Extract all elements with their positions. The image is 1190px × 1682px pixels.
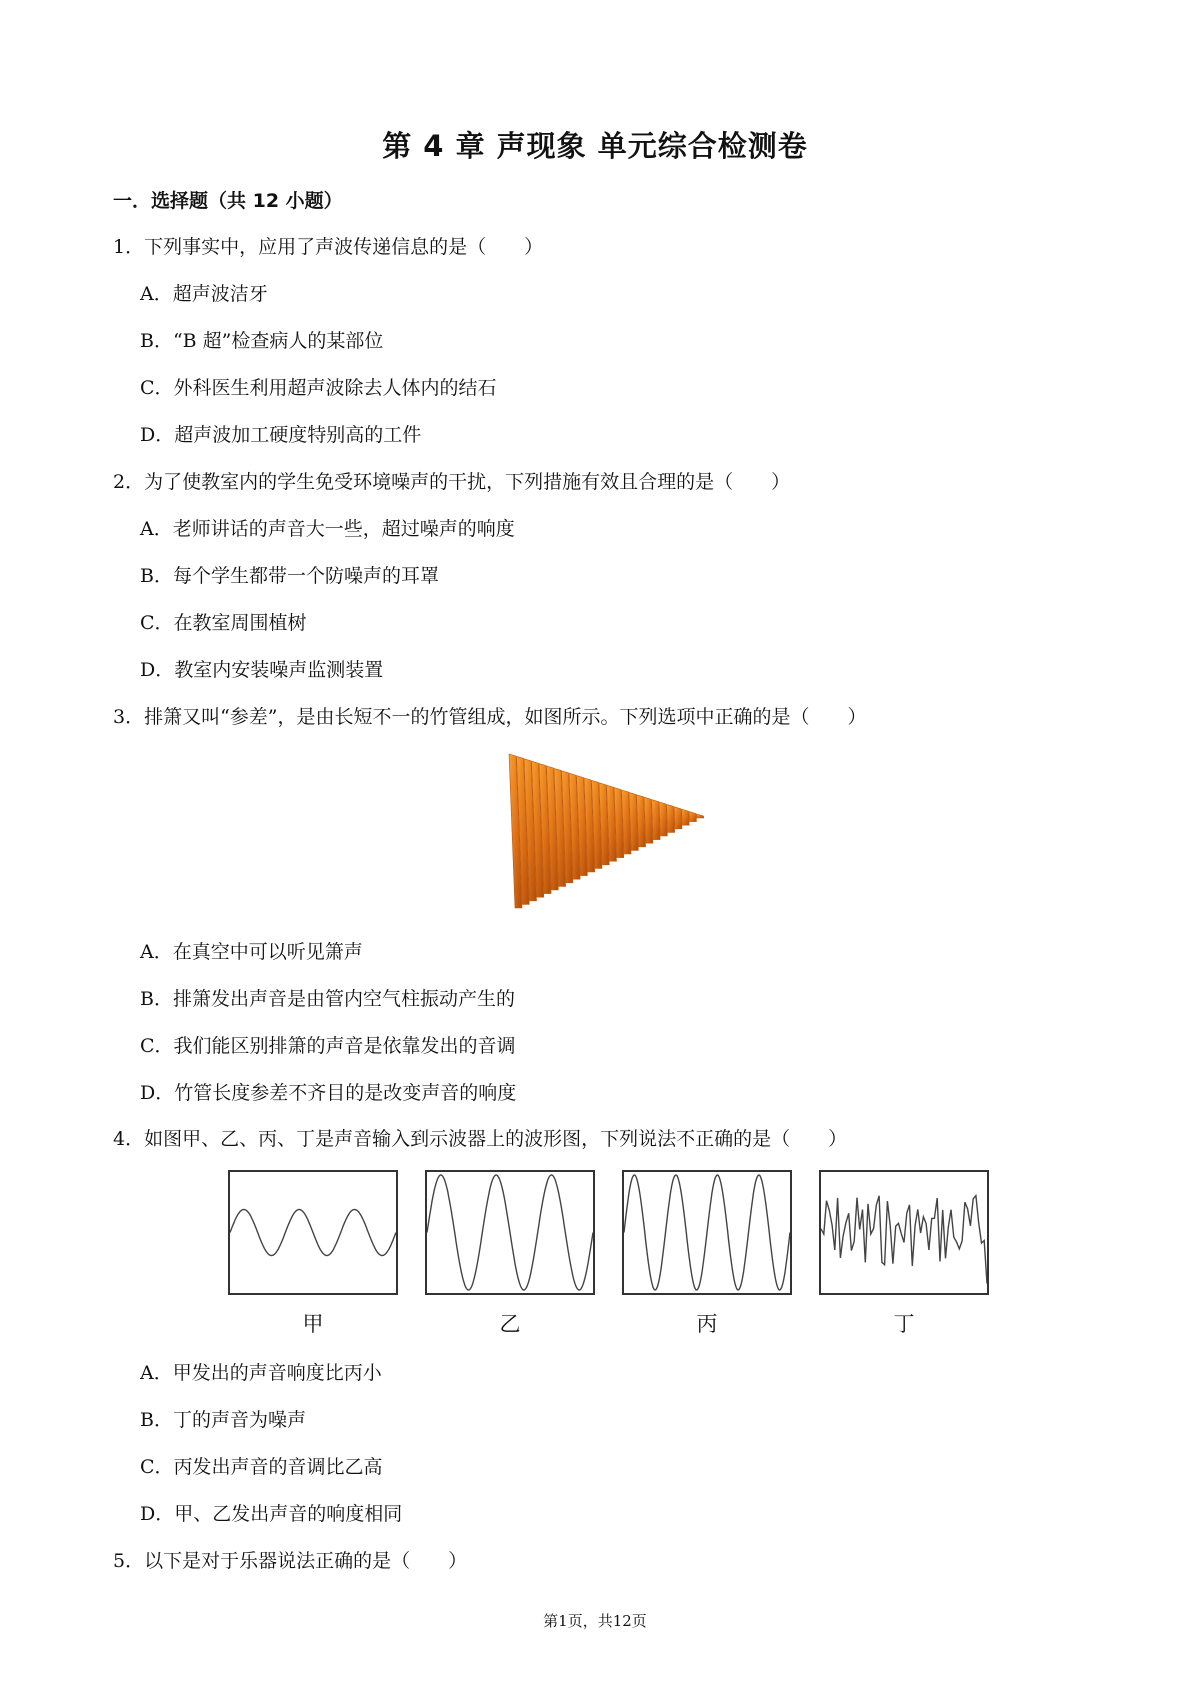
question-3-option-d: D．竹管长度参差不齐目的是改变声音的响度	[140, 1082, 517, 1104]
panflute-tube	[689, 812, 696, 822]
question-4-option-b: B．丁的声音为噪声	[140, 1409, 306, 1431]
panflute-tube	[682, 809, 690, 825]
question-2-option-c: C．在教室周围植树	[140, 612, 307, 634]
question-4-option-d: D．甲、乙发出声音的响度相同	[140, 1503, 403, 1525]
waveform-label-ding: 丁	[893, 1312, 915, 1336]
waveform-box-ding	[819, 1170, 989, 1295]
waveform-label-yi: 乙	[499, 1312, 521, 1336]
question-1-option-a: A．超声波洁牙	[140, 283, 268, 305]
question-3-stem: 3．排箫又叫“参差”，是由长短不一的竹管组成，如图所示。下列选项中正确的是（ ）	[113, 706, 867, 728]
section-heading: 一．选择题（共 12 小题）	[113, 190, 343, 212]
panflute-tube	[652, 800, 661, 840]
page-title: 第 4 章 声现象 单元综合检测卷	[382, 129, 808, 163]
waveform-line	[821, 1196, 987, 1284]
waveform-box-jia	[228, 1170, 398, 1295]
question-3-option-c: C．我们能区别排箫的声音是依靠发出的音调	[140, 1035, 516, 1057]
question-5-stem: 5．以下是对于乐器说法正确的是（ ）	[113, 1550, 468, 1572]
waveform-line	[624, 1175, 790, 1290]
page-footer: 第1页，共12页	[543, 1612, 647, 1630]
question-3-option-b: B．排箫发出声音是由管内空气柱振动产生的	[140, 988, 515, 1010]
waveform-label-jia: 甲	[302, 1312, 324, 1336]
question-1-option-b: B．“B 超”检查病人的某部位	[140, 330, 384, 352]
panflute-tube	[674, 807, 682, 829]
question-2-option-b: B．每个学生都带一个防噪声的耳罩	[140, 565, 439, 587]
waveform-box-yi	[425, 1170, 595, 1295]
panflute-tube	[697, 814, 704, 818]
question-1-option-c: C．外科医生利用超声波除去人体内的结石	[140, 377, 497, 399]
question-3-option-a: A．在真空中可以听见箫声	[140, 941, 363, 963]
question-2-option-a: A．老师讲话的声音大一些，超过噪声的响度	[140, 518, 515, 540]
panflute-tube	[659, 802, 667, 836]
waveform-line	[427, 1175, 593, 1290]
waveform-label-bing: 丙	[696, 1312, 718, 1336]
question-2-stem: 2．为了使教室内的学生免受环境噪声的干扰，下列措施有效且合理的是（ ）	[113, 471, 791, 493]
question-4-option-a: A．甲发出的声音响度比丙小	[140, 1362, 382, 1384]
panflute-image	[505, 748, 725, 913]
question-1-stem: 1．下列事实中，应用了声波传递信息的是（ ）	[113, 236, 544, 258]
waveform-line	[230, 1210, 396, 1256]
question-4-stem: 4．如图甲、乙、丙、丁是声音输入到示波器上的波形图，下列说法不正确的是（ ）	[113, 1128, 848, 1150]
panflute-tube	[667, 804, 675, 832]
question-4-option-c: C．丙发出声音的音调比乙高	[140, 1456, 383, 1478]
question-2-option-d: D．教室内安装噪声监测装置	[140, 659, 384, 681]
question-1-option-d: D．超声波加工硬度特别高的工件	[140, 424, 422, 446]
waveform-box-bing	[622, 1170, 792, 1295]
